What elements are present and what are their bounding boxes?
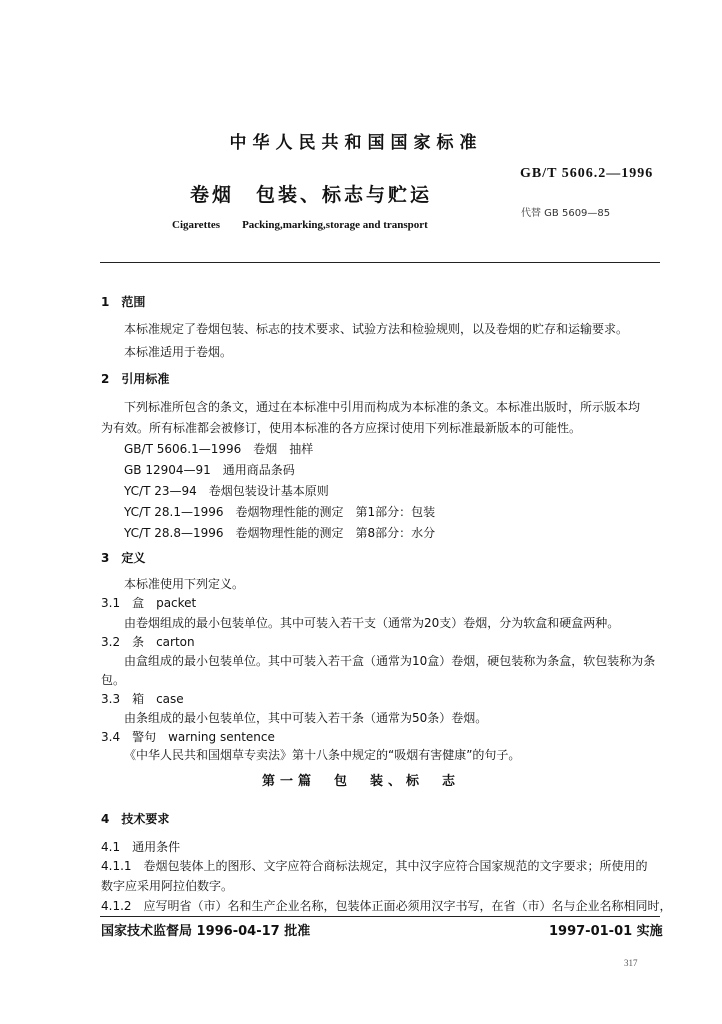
reference-item: YC/T 28.1—1996 卷烟物理性能的测定 第1部分：包装	[124, 505, 436, 519]
header-divider	[100, 262, 660, 263]
section-4-1-1-line-2: 数字应采用阿拉伯数字。	[101, 879, 234, 893]
english-title-left: Cigarettes	[172, 219, 221, 231]
section-4-1-2-line-1: 4.1.2 应写明省（市）名和生产企业名称，包装体正面必须用汉字书写，在省（市）名与企业名称相同时，	[101, 899, 672, 913]
part-title: 第一篇 包 装、标 志	[261, 774, 460, 789]
definition-3-1-term: 3.1 盒 packet	[101, 596, 197, 610]
english-title-right: Packing,marking,storage and transport	[242, 219, 428, 231]
definition-3-2-text-line-2: 包。	[101, 673, 126, 687]
section-2-paragraph-line-1: 下列标准所包含的条文，通过在本标准中引用而构成为本标准的条文。本标准出版时，所示版本均	[124, 400, 641, 414]
definition-3-2-text-line-1: 由盒组成的最小包装单位。其中可装入若干盒（通常为10盒）卷烟，硬包装称为条盒，软包装称为条	[124, 654, 656, 668]
section-3-heading: 3 定义	[101, 551, 146, 565]
section-1-heading: 1 范围	[101, 295, 146, 309]
section-1-paragraph-2: 本标准适用于卷烟。	[124, 345, 233, 359]
reference-item: YC/T 28.8—1996 卷烟物理性能的测定 第8部分：水分	[124, 526, 436, 540]
section-4-1-1-line-1: 4.1.1 卷烟包装体上的图形、文字应符合商标法规定，其中汉字应符合国家规范的文字要求；所使用的	[101, 859, 648, 873]
document-title: 卷烟 包装、标志与贮运	[190, 184, 433, 206]
replaces-note: 代替 GB 5609—85	[521, 208, 611, 219]
section-1-paragraph-1: 本标准规定了卷烟包装、标志的技术要求、试验方法和检验规则，以及卷烟的贮存和运输要求。	[124, 322, 629, 336]
definition-3-4-text: 《中华人民共和国烟草专卖法》第十八条中规定的“吸烟有害健康”的句子。	[124, 748, 521, 762]
definition-3-3-term: 3.3 箱 case	[101, 692, 184, 706]
issuer-approval: 国家技术监督局 1996-04-17 批准	[101, 924, 311, 939]
section-4-heading: 4 技术要求	[101, 812, 170, 826]
definition-3-4-term: 3.4 警句 warning sentence	[101, 730, 275, 744]
definition-3-1-text: 由卷烟组成的最小包装单位。其中可装入若干支（通常为20支）卷烟，分为软盒和硬盒两种。	[124, 616, 620, 630]
section-2-heading: 2 引用标准	[101, 372, 170, 386]
definition-3-2-term: 3.2 条 carton	[101, 635, 195, 649]
standard-code: GB/T 5606.2—1996	[520, 166, 654, 181]
english-title	[172, 219, 428, 231]
section-2-paragraph-line-2: 为有效。所有标准都会被修订，使用本标准的各方应探讨使用下列标准最新版本的可能性。	[101, 421, 582, 435]
footer-divider	[100, 916, 660, 917]
effective-date: 1997-01-01 实施	[549, 924, 663, 939]
section-3-intro: 本标准使用下列定义。	[124, 577, 245, 591]
reference-item: GB 12904—91 通用商品条码	[124, 463, 295, 477]
reference-item: GB/T 5606.1—1996 卷烟 抽样	[124, 442, 314, 456]
reference-item: YC/T 23—94 卷烟包装设计基本原则	[124, 484, 329, 498]
definition-3-3-text: 由条组成的最小包装单位，其中可装入若干条（通常为50条）卷烟。	[124, 711, 488, 725]
standard-title: 中华人民共和国国家标准	[229, 133, 483, 153]
section-4-1-heading: 4.1 通用条件	[101, 840, 181, 854]
page-number: 317	[624, 958, 638, 968]
